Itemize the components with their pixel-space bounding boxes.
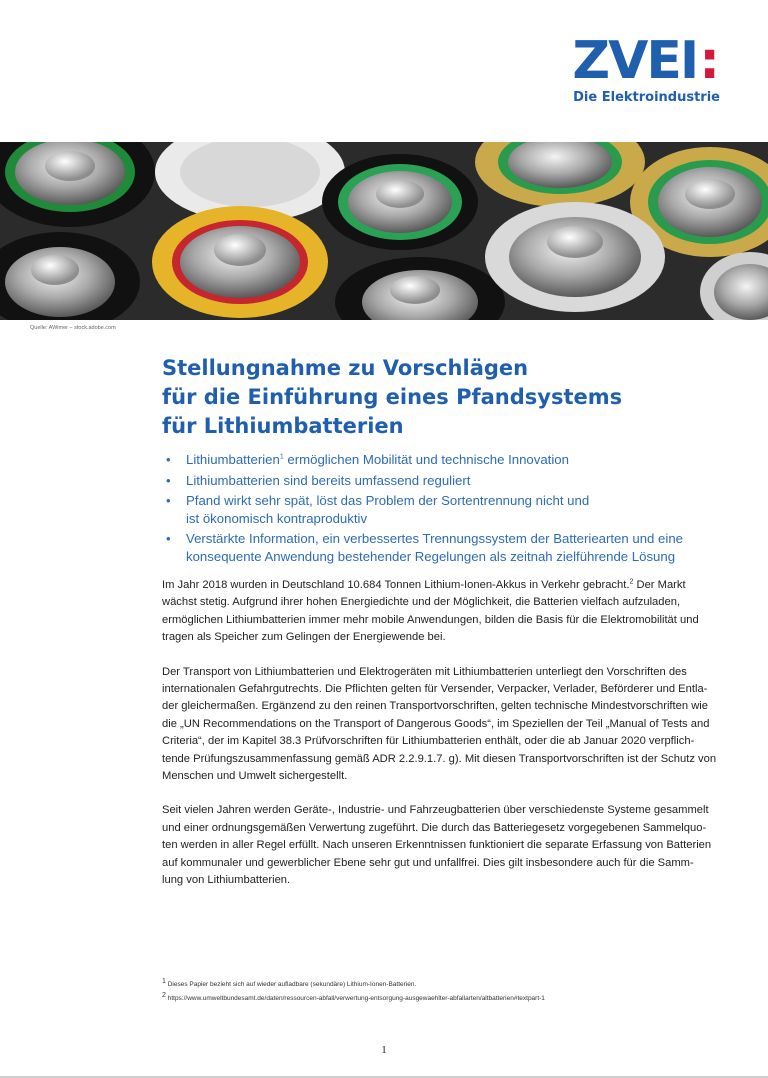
logo-mark <box>570 31 720 91</box>
footnote-link[interactable]: https://www.umweltbundesamt.de/daten/ressourcen-abfall/verwertung-entsorgung-ausgewaehlter-abfallarten/altbatterien#textpart-1 <box>165 995 545 1002</box>
paragraph-line: lung von Lithiumbatterien. <box>162 874 291 887</box>
paragraph-line: internationalen Gefahrgutrechts. Die Pflichten gelten für Versender, Verpacker, Verlader, Beförderer und Entla- <box>162 683 708 696</box>
key-point-line: • Verstärkte Information, ein verbessertes Trennungssystem der Batteriearten und eine <box>186 531 683 546</box>
battery-3 <box>322 154 478 250</box>
page-number: 1 <box>381 1044 387 1056</box>
paragraph-line: wächst stetig. Aufgrund ihrer hohen Energiedichte und der Möglichkeit, die Batterien vielfach aufzuladen, <box>162 596 681 609</box>
key-point-line: konsequente Anwendung bestehender Regelungen als zeitnah zielführende Lösung <box>186 548 676 564</box>
paragraph-line: die „UN Recommendations on the Transport of Dangerous Goods“, im Speziellen der Teil „Manual of Tests and <box>162 717 710 730</box>
paragraph-line: Der Transport von Lithiumbatterien und Elektrogeräten mit Lithiumbatterien unterliegt den Vorschriften des <box>162 665 687 678</box>
main-content <box>162 354 722 890</box>
batteries-banner-image <box>0 142 768 320</box>
image-credit: Quelle: AWimer – stock.adobe.com <box>30 325 116 331</box>
paragraph-line: Seit vielen Jahren werden Geräte-, Industrie- und Fahrzeugbatterien über verschiedenste Systeme gesammelt <box>162 804 709 817</box>
key-point-3 <box>162 492 722 527</box>
logo-wordmark: ZVEI <box>572 31 698 91</box>
paragraph-line: der gleichermaßen. Ergänzend zu den reinen Transportvorschriften, gelten technische Mindestvorschriften wie <box>162 700 708 713</box>
paragraph-line: Im Jahr 2018 wurden in Deutschland 10.684 Tonnen Lithium-Ionen-Akkus in Verkehr gebracht.$^2$ Der Markt <box>162 578 686 591</box>
paragraph-line: auf kommunaler und gewerblicher Ebene sehr gut und unfallfrei. Dies gilt insbesondere auch für die Samm- <box>162 856 694 869</box>
paragraph-line: und einer ordnungsgemäßen Verwertung zugeführt. Die durch das Batteriegesetz vorgegebenen Sammelquo- <box>162 821 707 834</box>
key-point-line: • Pfand wirkt sehr spät, löst das Problem der Sortentrennung nicht und <box>186 493 590 508</box>
battery-7 <box>152 206 328 318</box>
battery-9 <box>485 202 665 312</box>
document-title <box>162 354 722 441</box>
footnote-2: $^2$ https://www.umweltbundesamt.de/daten/ressourcen-abfall/verwertung-entsorgung-ausgewaehlter-abfallarten/altbatterien#textpart-1 <box>162 991 545 1002</box>
key-point-2 <box>162 472 722 490</box>
batteries-illustration <box>0 142 768 320</box>
title-line: für die Einführung eines Pfandsystems <box>162 385 623 409</box>
paragraph-line: tende Prüfungszusammenfassung gemäß ADR 2.2.9.1.7. g). Mit diesen Transportvorschriften ist der Schutz von <box>162 752 717 765</box>
key-points-list <box>162 451 722 565</box>
paragraph-collection <box>162 802 722 889</box>
key-point-line: • Lithiumbatterien$^1$ ermöglichen Mobilität und technische Innovation <box>186 452 569 467</box>
paragraph-line: ten werden in aller Regel erfüllt. Nach unseren Erkenntnissen funktioniert die separate Erfassung von Batterien <box>162 839 712 852</box>
paragraph-market <box>162 577 722 647</box>
key-point-4 <box>162 530 722 565</box>
title-line: für Lithiumbatterien <box>162 414 404 438</box>
zvei-logo <box>570 31 720 105</box>
title-line: Stellungnahme zu Vorschlägen <box>162 356 529 380</box>
paragraph-line: Criteria“, der im Kapitel 38.3 Prüfvorschriften für Lithiumbatterien enthält, oder die ab Januar 2020 verpflich- <box>162 735 695 748</box>
key-point-1 <box>162 451 722 469</box>
key-point-line: ist ökonomisch kontraproduktiv <box>186 510 368 526</box>
footnotes <box>162 978 722 1006</box>
paragraph-line: ermöglichen Lithiumbatterien immer mehr mobile Anwendungen, bilden die Basis für die Elektromobilität und <box>162 613 699 626</box>
footnote-1: $^1$ Dieses Papier bezieht sich auf wieder aufladbare (sekundäre) Lithium-Ionen-Batterien. <box>162 977 417 988</box>
footnote-ref-2[interactable]: 2 <box>629 578 634 586</box>
logo-tagline: Die Elektroindustrie <box>573 90 720 105</box>
paragraph-line: tragen als Speicher zum Gelingen der Energiewende bei. <box>162 631 446 644</box>
key-point-line: • Lithiumbatterien sind bereits umfassend reguliert <box>186 472 471 488</box>
logo-colon: : <box>699 31 720 91</box>
paragraph-line: Menschen und Umwelt sichergestellt. <box>162 770 348 783</box>
footnote-ref-1[interactable]: 1 <box>279 453 284 461</box>
paragraph-transport <box>162 664 722 786</box>
